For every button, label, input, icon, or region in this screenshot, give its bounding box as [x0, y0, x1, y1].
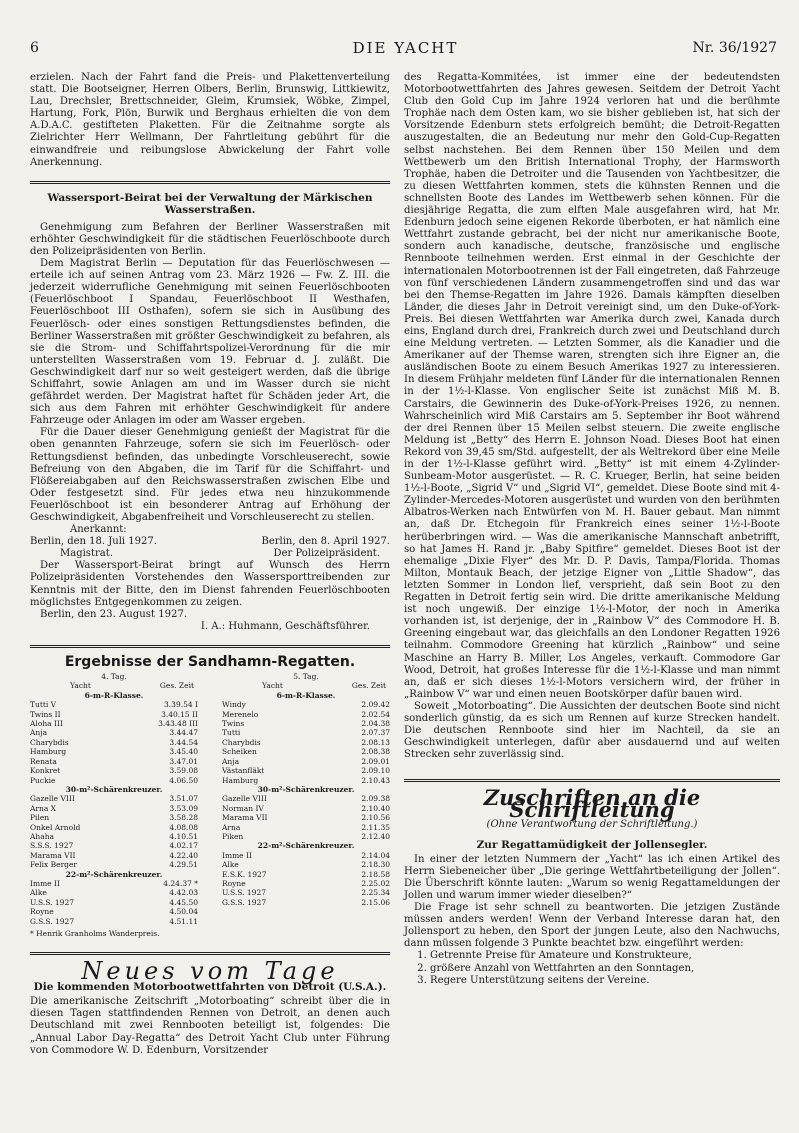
letters-p1: In einer der letzten Nummern der „Yacht“ las ich einen Artikel des Herrn Siebeneicher über „Die geringe Wettfahrtbeteiligung der Jollen“. Die Überschrift könnte lauten: „Warum so wenig Regattameldungen der Jollen und warum immer wieder dieselben?“ — [404, 853, 780, 901]
yacht-name: Anja — [30, 728, 48, 738]
elapsed-time: 2.09.38 — [361, 794, 390, 804]
detroit-closing: Soweit „Motorboating“. Die Aussichten der deutschen Boote sind nicht sonderlich günstig, da es sich um Rennen auf kurze Strecken handelt. Die deutschen Rennboote sind hier im Nachteil, da sie an Geschwindigkeit unterlegen, dafür aber ausdauernd und auf weiten Strecken sehr zuverlässig sind. — [404, 700, 780, 761]
elapsed-time: 2.08.38 — [361, 747, 390, 757]
elapsed-time: 4.51.11 — [169, 916, 198, 926]
yacht-name: Gazelle VIII — [30, 794, 75, 804]
detroit-paragraph: des Regatta-Kommitées, ist immer eine der bedeutendsten Motorbootwettfahrten des Jahres gewesen. Seitdem der Detroit Yacht Club den Gold Cup im Jahre 1924 verloren hat und die berühmte Trophäe nach dem Osten kam, wo sie bisher geblieben ist, hat sich der Vorsitzende Edenburn stets erfolgreich bemüht; die Detroit-Regatten auszugestalten, die an Bedeutung nur mehr den Gold-Cup-Regatten selbst nachstehen. Bei dem Rennen über 150 Meilen und dem Wettbewerb um den British International Trophy, der Harmsworth Trophäe, haben die Detroiter und die Tausenden von Yachtbesitzer, die zu diesen Wettfahrten kommen, stets die kühnsten Rennen und die schnellsten Boote des Landes im Wettbewerb sehen können. Für die diesjährige Regatta, die zum elften Male ausgefahren wird, hat Mr. Edenburn jedoch seine eigenen Rekorde überboten, er hat nämlich eine Wettfahrt zustande gebracht, bei der nicht nur amerikanische Boote, sondern auch kanadische, deutsche, französische und englische Rennboote teilnehmen werden. Erst einmal in der Geschichte der internationalen Motorbootrennen ist der Fall eingetreten, daß Fahrzeuge von fünf verschiedenen Ländern zusammengetroffen sind und das war bei den Themse-Regatten im Jahre 1926. Damals kämpften dieselben Länder, die dieses Jahr in Detroit vereinigt sind, um den Duke-of-York-Preis. Bei diesen Wettfahrten war Amerika durch zwei, Kanada durch eins, England durch drei, Frankreich durch zwei und Deutschland durch eine Meldung vertreten. — Letzten Sommer, als die Kanadier und die Amerikaner auf der Themse waren, strengten sich ihre Eigner an, die ausländischen Boote zu einem Besuch Amerikas 1927 zu interessieren. In diesem Frühjahr meldeten fünf Länder für die internationalen Rennen in der 1½-l-Klasse. Von englischer Seite ist zunächst Miß M. B. Carstairs, die Gewinnerin des Duke-of-York-Preises 1926, zu nennen. Wahrscheinlich wird Miß Carstairs am 5. September ihr Boot während der drei Rennen über 15 Meilen selbst steuern. Die zweite englische Meldung ist „Betty“ des Herrn E. Johnson Noad. Dieses Boot hat einen Rekord von 39,45 sm/Std. aufgestellt, der als Weltrekord über eine Meile in der 1½-l-Klasse geführt wird. „Betty“ ist mit einem 4-Zylinder-Sunbeam-Motor ausgerüstet. — R. C. Krueger, Berlin, hat seine beiden 1½-l-Boote, „Sigrid V“ und „Sigrid VI“, gemeldet. Diese Boote sind mit 4-Zylinder-Mercedes-Motoren ausgerüstet und wurden von den berühmten Albatros-Werken nach Entwürfen von M. H. Bauer gebaut. Man nimmt an, daß Dr. Etchegoin für Frankreich eines seiner 1½-l-Boote herüberbringen wird. — Was die amerikanische Mannschaft anbetrifft, so hat James H. Rand jr. „Baby Spitfire“ gemeldet. Dieses Boot ist der ehemalige „Dixie Flyer“ des Mr. D. P. Davis, Tampa/Florida. Thomas Milton, Montauk Beach, der jetzige Eigner von „Little Shadow“, das letzten Sommer in London lief, versprieht, daß sein Boot zu den Regatten in Detroit fertig sein wird. Die dritte amerikanische Meldung ist noch ungewiß. Der einzige 1½-l-Motor, der noch in Amerika vorhanden ist, ist derjenige, der in „Rainbow V“ des Commodore H. B. Greening eingebaut war, das gleichfalls an den Londoner Regatten 1926 teilnahm. Commodore Greening hat kürzlich „Rainbow“ und seine Maschine an Harry B. Miller, Los Angeles, verkauft. Commodore Gar Wood, Detroit, hat großes Interesse für die 1½-l-Klasse und man nimmt an, daß er sich dieses 1½-l-Motors versichern wird, der früher in „Rainbow V“ war und einen neuen Bootskörper dafür bauen wird. — [404, 72, 780, 700]
list-item: 2. größere Anzahl von Wettfahrten an den Sonntagen, — [430, 963, 780, 975]
yacht-name: Västanfläkt — [222, 766, 265, 776]
result-row — [30, 879, 198, 888]
elapsed-time: 3.53.09 — [169, 803, 198, 813]
yacht-name: Arna — [222, 822, 241, 832]
results-day4 — [30, 672, 198, 926]
day-label: 5. Tag. — [293, 672, 319, 682]
elapsed-time: 2.10.56 — [361, 813, 390, 823]
result-row — [222, 728, 390, 737]
elapsed-time: 3.51.07 — [169, 794, 198, 804]
yacht-name: Charybdis — [222, 737, 261, 747]
yacht-name: E.S.K. 1927 — [222, 869, 267, 879]
list-item: 1. Getrennte Preise für Amateure und Konstrukteure, — [430, 950, 780, 962]
elapsed-time: 2.11.35 — [361, 822, 390, 832]
result-row — [30, 888, 198, 897]
result-row — [222, 851, 390, 860]
yacht-name: Ahaha — [30, 831, 55, 841]
yacht-name: G.S.S. 1927 — [30, 916, 75, 926]
result-row — [222, 813, 390, 822]
elapsed-time: 4.29.51 — [169, 860, 198, 870]
class-heading: 22-m²-Schärenkreuzer. — [65, 869, 163, 879]
yacht-name: S.S.S. 1927 — [30, 841, 74, 851]
elapsed-time: 2.09.42 — [361, 700, 390, 710]
result-row — [30, 757, 198, 766]
class-heading: 22-m²-Schärenkreuzer. — [257, 841, 355, 851]
right-column — [404, 72, 780, 987]
yacht-name: Felix Berger — [30, 860, 78, 870]
intro-paragraph: erzielen. Nach der Fahrt fand die Preis- und Plakettenverteilung statt. Die Bootseigner, Herren Olbers, Berlin, Brunswig, Littkiewitz, Lau, Drechsler, Brettschneider, Gleim, Krumsiek, Wöbke, Zimpel, Hartung, Fork, Plön, Burwik und Berghaus erhielten die von dem A.D.A.C. gestifteten Plaketten. Für die Zeitnahme sorgte als Zielrichter Herr Wellmann, Der Fahrtleitung gebührt für die einwandfreie und reibungslose Abwickelung der Fahrt volle Anerkennung. — [30, 72, 390, 168]
beirat-p3: Für die Dauer dieser Genehmigung genießt der Magistrat für die oben genannten Fahrzeuge, sofern sie sich im Feuerlösch- oder Rettungsdienst befinden, das unbedingte Vorschleuserecht, sowie Befreiung von den Abgaben, die im Tarif für die Schiffahrt- und Flößereiabgaben auf den Reichswasserstraßen zwischen Elbe und Oder festgesetzt sind. Für jedes etwa neu hinzukommende Feuerlöschboot ist ein besonderer Antrag auf Erhöhung der Geschwindigkeit, Abgabenfreiheit und Vorschleuserecht zu stellen. — [30, 427, 390, 523]
sig-right-2: Der Polizeipräsident. — [273, 548, 380, 560]
result-row — [30, 794, 198, 803]
elapsed-time: 2.02.54 — [361, 709, 390, 719]
beirat-p1: Genehmigung zum Befahren der Berliner Wasserstraßen mit erhöhter Geschwindigkeit für die städtischen Feuerlöschboote durch den Polizeipräsidenten von Berlin. — [30, 221, 390, 257]
elapsed-time: 3.58.28 — [169, 813, 198, 823]
elapsed-time: 4.50.04 — [169, 907, 198, 917]
result-row — [222, 757, 390, 766]
yacht-name: Alke — [30, 888, 47, 898]
section-divider — [404, 779, 780, 782]
result-row — [222, 898, 390, 907]
result-row — [222, 804, 390, 813]
result-row — [30, 710, 198, 719]
sig-left-1: Berlin, den 18. Juli 1927. — [30, 536, 157, 548]
result-row — [30, 804, 198, 813]
elapsed-time: 2.09.10 — [361, 766, 390, 776]
sig-right-1: Berlin, den 8. April 1927. — [261, 536, 390, 548]
magazine-title: DIE YACHT — [352, 39, 459, 57]
class-heading: 6-m-R-Klasse. — [276, 690, 336, 700]
results-footnote: * Henrik Granholms Wanderpreis. — [30, 929, 160, 938]
elapsed-time: 2.15.06 — [361, 897, 390, 907]
beirat-p2: Dem Magistrat Berlin — Deputation für das Feuerlöschwesen — erteile ich auf seinen Antrag vom 23. März 1926 — Fw. Z. III. die jederzeit widerrufliche Genehmigung mit seinen Feuerlöschbooten (Feuerlöschboot I Spandau, Feuerlöschboot II Westhafen, Feuerlöschboot III Osthafen), sofern sie sich in Ausübung des Feuerlösch- oder eines sonstigen Rettungsdienstes befinden, die Berliner Wasserstraßen mit größter Geschwindigkeit zu befahren, als sie die Strom- und Schiffahrtspolizei-Verordnung für die mir unterstellten Wasserstraßen vom 19. Februar d. J. zuläßt. Die Geschwindigkeit darf nur so weit gesteigert werden, daß die übrige Schiffahrt, sowie Anlagen am und im Wasser durch sie nicht gefährdet werden. Der Magistrat haftet für Schäden jeder Art, die sich aus dem Fahren mit erhöhter Geschwindigkeit für andere Fahrzeuge oder Anlagen im oder am Wasser ergeben. — [30, 258, 390, 427]
elapsed-time: 2.14.04 — [361, 850, 390, 860]
result-row — [30, 719, 198, 728]
class-heading: 30-m²-Schärenkreuzer. — [65, 784, 163, 794]
result-row — [222, 766, 390, 775]
result-row — [222, 888, 390, 897]
result-row — [30, 766, 198, 775]
elapsed-time: 2.12.40 — [361, 831, 390, 841]
yacht-name: Tutti — [222, 728, 241, 738]
letters-heading: Zur Regattamüdigkeit der Jollensegler. — [476, 838, 708, 851]
yacht-name: Piken — [222, 831, 244, 841]
result-row — [30, 907, 198, 916]
letters-p2: Die Frage ist sehr schnell zu beantworten. Die jetzigen Zustände müssen anders werden! Wenn der Verband Interesse daran hat, den Jollensport zu heben, den Sport der jungen Leute, also den Nachwuchs, dann müssen folgende 3 Punkte beachtet bzw. eingeführt werden: — [404, 902, 780, 950]
elapsed-time: 4.02.17 — [169, 841, 198, 851]
result-row — [30, 747, 198, 756]
yacht-name: Puckie — [30, 775, 56, 785]
yacht-name: U.S.S. 1927 — [30, 897, 74, 907]
neues-text: Die amerikanische Zeitschrift „Motorboating“ schreibt über die in diesen Tagen stattfindenden Rennen von Detroit, an denen auch Deutschland mit zwei Rennbooten beteiligt ist, folgendes: Die „Annual Labor Day-Regatta“ des Detroit Yacht Club unter Führung von Commodore W. D. Edenburn, Vorsitzender — [30, 996, 390, 1056]
section-divider — [30, 952, 390, 955]
yacht-name: Twins II — [30, 709, 61, 719]
result-row — [30, 700, 198, 709]
section-divider — [30, 645, 390, 648]
yacht-name: G.S.S. 1927 — [222, 897, 267, 907]
neues-title: Neues vom Tage — [81, 957, 339, 986]
letters-subtitle: (Ohne Verantwortung der Schriftleitung.) — [486, 818, 698, 830]
yacht-name: Windy — [222, 700, 246, 710]
result-row — [222, 870, 390, 879]
yacht-name: Marama VII — [222, 813, 268, 823]
results-day5 — [222, 672, 390, 926]
result-row — [222, 776, 390, 785]
elapsed-time: 2.10.40 — [361, 803, 390, 813]
elapsed-time: 3.43.48 III — [158, 719, 198, 729]
result-row — [222, 879, 390, 888]
yacht-name: Aloha III — [30, 719, 63, 729]
result-row — [30, 851, 198, 860]
result-row — [222, 794, 390, 803]
elapsed-time: 3.45.40 — [169, 747, 198, 757]
elapsed-time: 2.08.13 — [361, 737, 390, 747]
class-heading: 30-m²-Schärenkreuzer. — [257, 784, 355, 794]
result-row — [222, 738, 390, 747]
elapsed-time: 2.25.02 — [361, 878, 390, 888]
yacht-name: Charybdis — [30, 737, 69, 747]
elapsed-time: 4.10.51 — [169, 831, 198, 841]
page-header — [30, 38, 781, 62]
result-row — [222, 832, 390, 841]
yacht-name: Royne — [222, 878, 246, 888]
yacht-name: Anja — [222, 756, 240, 766]
result-row — [30, 898, 198, 907]
col-yacht: Yacht — [70, 681, 91, 691]
elapsed-time: 3.39.54 I — [164, 700, 198, 710]
yacht-name: Twins — [222, 719, 245, 729]
yacht-name: Alke — [222, 860, 239, 870]
yacht-name: Onkel Arnold — [30, 822, 81, 832]
result-row — [222, 823, 390, 832]
elapsed-time: 4.22.40 — [169, 850, 198, 860]
col-time: Ges. Zeit — [159, 681, 194, 691]
yacht-name: Arna X — [30, 803, 57, 813]
yacht-name: Norman IV — [222, 803, 264, 813]
elapsed-time: 2.18.30 — [361, 860, 390, 870]
result-row — [222, 860, 390, 869]
yacht-name: Imme II — [30, 878, 60, 888]
beirat-p4: Der Wassersport-Beirat bringt auf Wunsch des Herrn Polizeipräsidenten Vorstehendes den Wassersporttreibenden zur Kenntnis mit der Bitte, den im Dienst fahrenden Feuerlöschbooten möglichstes Entgegenkommen zu zeigen. — [30, 560, 390, 608]
result-row — [30, 841, 198, 850]
results-title: Ergebnisse der Sandhamn-Regatten. — [64, 653, 356, 670]
elapsed-time: 3.59.08 — [169, 766, 198, 776]
yacht-name: U.S.S. 1927 — [222, 888, 266, 898]
yacht-name: Merenelo — [222, 709, 259, 719]
result-row — [30, 823, 198, 832]
elapsed-time: 3.40.15 II — [161, 709, 198, 719]
elapsed-time: 3.44.47 — [169, 728, 198, 738]
result-row — [30, 832, 198, 841]
yacht-name: Gazelle VIII — [222, 794, 267, 804]
col-time: Ges. Zeit — [351, 681, 386, 691]
result-row — [30, 860, 198, 869]
yacht-name: Tutti V — [30, 700, 57, 710]
elapsed-time: 2.18.58 — [361, 869, 390, 879]
result-row — [30, 728, 198, 737]
beirat-heading: Wassersport-Beirat bei der Verwaltung der Märkischen Wasserstraßen. — [47, 191, 373, 216]
yacht-name: Pilen — [30, 813, 50, 823]
neues-subheading: Die kommenden Motorbootwettfahrten von Detroit (U.S.A.). — [33, 981, 387, 994]
result-row — [222, 719, 390, 728]
yacht-name: Konkret — [30, 766, 61, 776]
yacht-name: Scheiken — [222, 747, 257, 757]
left-column — [30, 72, 390, 1057]
signature-block — [30, 524, 390, 560]
page-number: 6 — [30, 40, 39, 56]
list-item: 3. Regere Unterstützung seitens der Vereine. — [430, 975, 780, 987]
elapsed-time: 3.47.01 — [169, 756, 198, 766]
elapsed-time: 4.06.50 — [169, 775, 198, 785]
elapsed-time: 2.25.34 — [361, 888, 390, 898]
yacht-name: Renata — [30, 756, 57, 766]
elapsed-time: 2.04.38 — [361, 719, 390, 729]
result-row — [30, 813, 198, 822]
result-row — [30, 738, 198, 747]
result-row — [30, 776, 198, 785]
result-row — [222, 710, 390, 719]
elapsed-time: 2.09.01 — [361, 756, 390, 766]
elapsed-time: 4.08.08 — [169, 822, 198, 832]
elapsed-time: 4.45.50 — [169, 897, 198, 907]
result-row — [30, 917, 198, 926]
result-row — [222, 700, 390, 709]
day-label: 4. Tag. — [101, 672, 127, 682]
elapsed-time: 2.07.37 — [361, 728, 390, 738]
letters-list — [404, 950, 780, 986]
elapsed-time: 2.10.43 — [361, 775, 390, 785]
issue-number: Nr. 36/1927 — [692, 40, 777, 56]
beirat-signer: I. A.: Huhmann, Geschäftsführer. — [200, 620, 370, 632]
col-yacht: Yacht — [262, 681, 283, 691]
letters-title: Zuschriften an die Schriftleitung — [483, 785, 701, 823]
anerkannt: Anerkannt: — [70, 524, 127, 536]
yacht-name: Imme II — [222, 850, 252, 860]
sig-left-2: Magistrat. — [60, 548, 113, 560]
yacht-name: Hamburg — [222, 775, 259, 785]
elapsed-time: 4.42.03 — [169, 888, 198, 898]
beirat-date: Berlin, den 23. August 1927. — [40, 608, 188, 620]
results-tables — [30, 672, 390, 926]
yacht-name: Royne — [30, 907, 54, 917]
section-divider — [30, 181, 390, 184]
elapsed-time: 4.24.37 * — [163, 878, 198, 888]
result-row — [222, 747, 390, 756]
elapsed-time: 3.44.54 — [169, 737, 198, 747]
yacht-name: Hamburg — [30, 747, 67, 757]
class-heading: 6-m-R-Klasse. — [84, 690, 144, 700]
yacht-name: Marama VII — [30, 850, 76, 860]
